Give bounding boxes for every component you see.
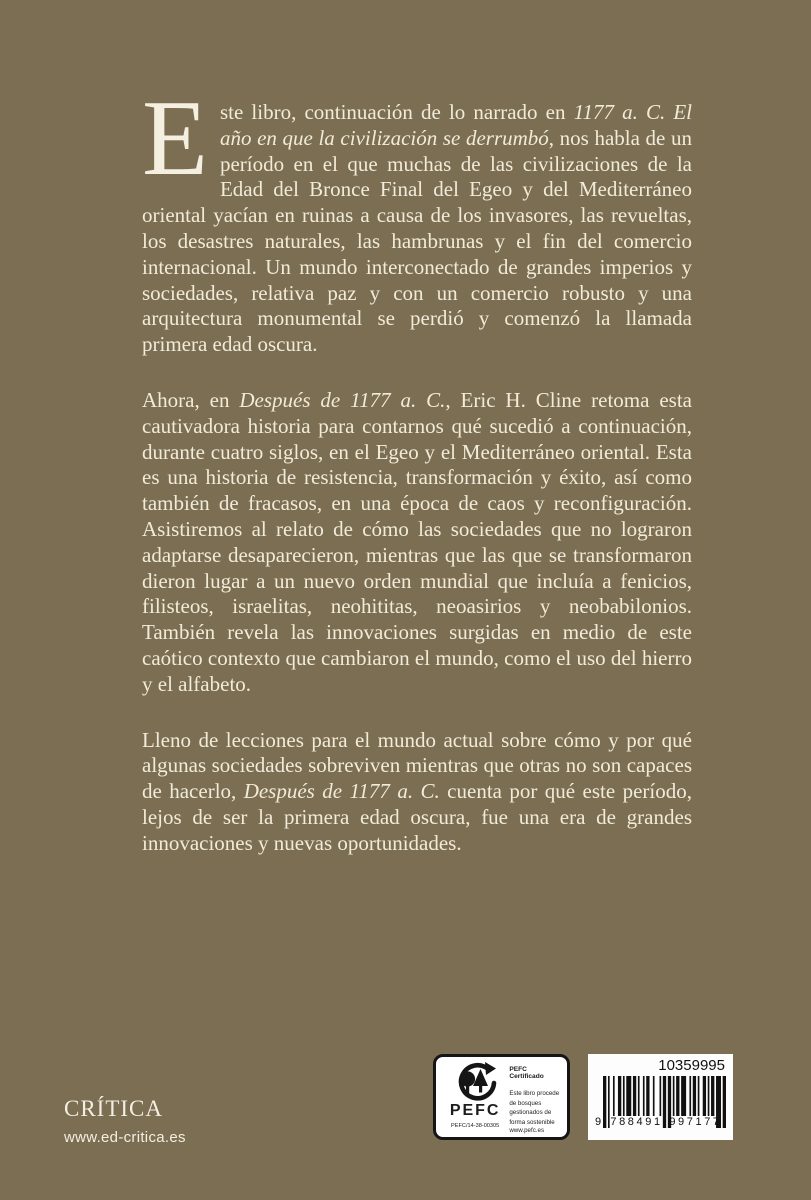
synopsis-paragraph-3-text: Lleno de lecciones para el mundo actual sobre cómo y por qué algunas sociedades sobreviven mientras que otras no son capaces de hacerlo, Después de 1177 a. C. cuenta por qué este período, lejos de ser la primera edad oscura, fue una era de grandes innovaciones y nuevas oportunidades. (142, 727, 692, 855)
publisher-website: www.ed-critica.es (64, 1129, 186, 1146)
pefc-text-column (509, 1062, 563, 1133)
synopsis-text-block (142, 79, 692, 887)
barcode-label (588, 1054, 733, 1140)
pefc-website: www.pefc.es (509, 1127, 545, 1135)
publisher-logo: CRÍTICA (64, 1096, 163, 1121)
dropcap-letter: E (142, 79, 208, 198)
pefc-description: Este libro procede de bosques gestionados de forma sostenible (509, 1090, 560, 1126)
barcode-isbn-digits: 9 788491 997177 (595, 1116, 722, 1128)
synopsis-paragraph-3 (142, 728, 692, 857)
synopsis-paragraph-1-text: ste libro, continuación de lo narrado en 1177 a. C. El año en que la civilización se derrumbó, nos habla de un período en el que muchas de las civilizaciones de la Edad del Bronce Final del Egeo y del Mediterráneo oriental yacían en ruinas a causa de los invasores, las revueltas, los desastres naturales, las hambrunas y el fin del comercio internacional. Un mundo interconectado de grandes imperios y sociedades, relativa paz y con un comercio robusto y una arquitectura monumental se perdió y comenzó la llamada primera edad oscura. (142, 100, 692, 357)
synopsis-paragraph-2-text: Ahora, en Después de 1177 a. C., Eric H. Cline retoma esta cautivadora historia para contarnos qué sucedió a continuación, durante cuatro siglos, en el Egeo y el Mediterráneo oriental. Esta es una historia de resistencia, transformación y éxito, así como también de fracasos, en una época de caos y reconfiguración. Asistiremos al relato de cómo las sociedades que no lograron adaptarse desaparecieron, mientras que las que se transformaron dieron lugar a un nuevo orden mundial que incluía a fenicios, filisteos, israelitas, neohititas, neoasirios y neobabilonios. También revela las innovaciones surgidas en medio de este caótico contexto que cambiaron el mundo, como el uso del hierro y el alfabeto. (142, 387, 692, 696)
pefc-logo-column (441, 1062, 509, 1133)
synopsis-paragraph-2 (142, 388, 692, 698)
barcode-top-number: 10359995 (658, 1057, 725, 1074)
pefc-certification-label (433, 1054, 570, 1140)
pefc-certificate-number: PEFC/14-38-00305 (451, 1123, 500, 1129)
pefc-title: PEFC Certificado (509, 1066, 544, 1080)
pefc-trees-icon (452, 1062, 498, 1104)
publisher-block (64, 1096, 186, 1146)
pefc-logo-word: PEFC (449, 1102, 501, 1119)
synopsis-paragraph-1 (142, 79, 692, 358)
